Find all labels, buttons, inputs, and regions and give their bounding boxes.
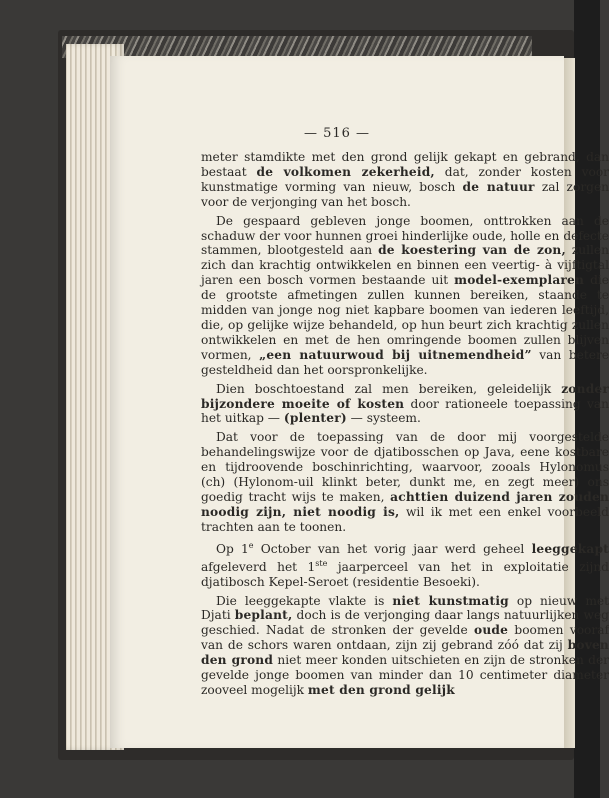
text-run: Dat voor de toepassing van de door mij voorgestelde behandelingswijze voor de djatibosschen op Java, eene kostbare en tijdroovende boschinrichting, waarvoor, zooals Hylonomus (ch) (Hylonom-uil klinkt beter, dunkt me, en zegt meer) ons goedig tracht wijs te maken,	[201, 430, 609, 504]
bold-text-run: met den grond gelijk	[307, 682, 455, 697]
text-run: door rationeele toepassing van het uitkap —	[201, 396, 609, 426]
text-run: op nieuw met Djati	[201, 593, 609, 623]
bold-text-run: de volkomen zekerheid,	[256, 164, 435, 179]
text-run: die de grootste afmetingen zullen kunnen bereiken, staande te midden van jonge nog niet kapbare boomen van iederen leeftijd, die, op gelijke wijze behandeld, op hun beurt zich krachtig zullen ontwikkelen en met de hen omringende boomen zullen blijven vormen,	[201, 273, 609, 362]
body-text	[201, 150, 609, 702]
text-run: van betere gesteldheid dan het oorspronkelijke.	[201, 347, 609, 377]
marbled-page-edge	[62, 36, 532, 58]
paragraph	[201, 594, 609, 698]
text-run: dat, zonder kosten voor kunstmatige vorming van nieuw, bosch	[201, 164, 609, 194]
text-run: boomen vooraf van de schors waren ontdaan, zijn zij gebrand zóó dat zij	[201, 623, 609, 653]
paragraph	[201, 539, 609, 590]
text-run: doch is de verjonging daar langs natuurlijken weg geschied. Nadat de stronken der gevelde	[201, 608, 609, 638]
text-run: — systeem.	[346, 411, 421, 426]
bold-text-run: de koestering van de zon,	[378, 243, 566, 258]
text-run: October van het vorig jaar werd geheel	[253, 541, 532, 556]
text-run: meter stamdikte met den grond gelijk gekapt en gebrand, dan bestaat	[201, 150, 609, 179]
bold-text-run: leeggekapt	[531, 541, 609, 556]
text-run: Dien boschtoestand zal men bereiken, geleidelijk	[216, 381, 562, 396]
bold-text-run: zonder bijzondere moeite of kosten	[201, 381, 609, 411]
paragraph	[201, 382, 609, 427]
text-run: niet meer konden uitschieten en zijn de stronken der gevelde jonge boomen van minder dan 10 centimeter diameter zooveel mogelijk	[201, 653, 609, 697]
bold-text-run: „een natuurwoud bij uitnemendheid”	[259, 347, 532, 362]
book-page	[110, 56, 609, 748]
bold-text-run: achttien duizend jaren zouden noodig zijn, niet noodig is,	[201, 489, 609, 519]
paragraph	[201, 430, 609, 534]
text-run: De gespaard gebleven jonge boomen, onttrokken aan de schaduw der voor hunnen groei hinderlijke oude, holle en defecte stammen, blootgesteld aan	[201, 213, 609, 258]
bold-text-run: niet kunstmatig	[392, 593, 509, 608]
text-run: zullen zich dan krachtig ontwikkelen en binnen een veertig- à vijftigtal jaren een bosch vormen bestaande uit	[201, 243, 609, 288]
text-run: zal zorgen voor de verjonging van het bosch.	[201, 179, 609, 209]
text-run: Die leeggekapte vlakte is	[216, 593, 393, 608]
bold-text-run: de natuur	[462, 179, 535, 194]
bold-text-run: model-exemplaren	[454, 273, 585, 288]
paragraph	[201, 214, 609, 378]
text-run: afgeleverd het 1	[201, 559, 316, 574]
bold-text-run: oude	[474, 623, 509, 638]
superscript: e	[248, 540, 254, 550]
bold-text-run: (plenter)	[283, 411, 347, 426]
superscript: ste	[315, 558, 328, 568]
text-run: wil ik met een enkel voorbeeld trachten aan te toonen.	[201, 504, 609, 534]
bold-text-run: beplant,	[234, 608, 293, 623]
text-run: jaarperceel van het in exploitatie zijnd djatibosch Kepel-Seroet (residentie Besoeki).	[201, 559, 609, 589]
page-number: — 516 —	[303, 126, 371, 141]
text-run: Op 1	[216, 541, 249, 556]
bold-text-run: boven den grond	[201, 638, 609, 668]
paragraph	[201, 150, 609, 210]
